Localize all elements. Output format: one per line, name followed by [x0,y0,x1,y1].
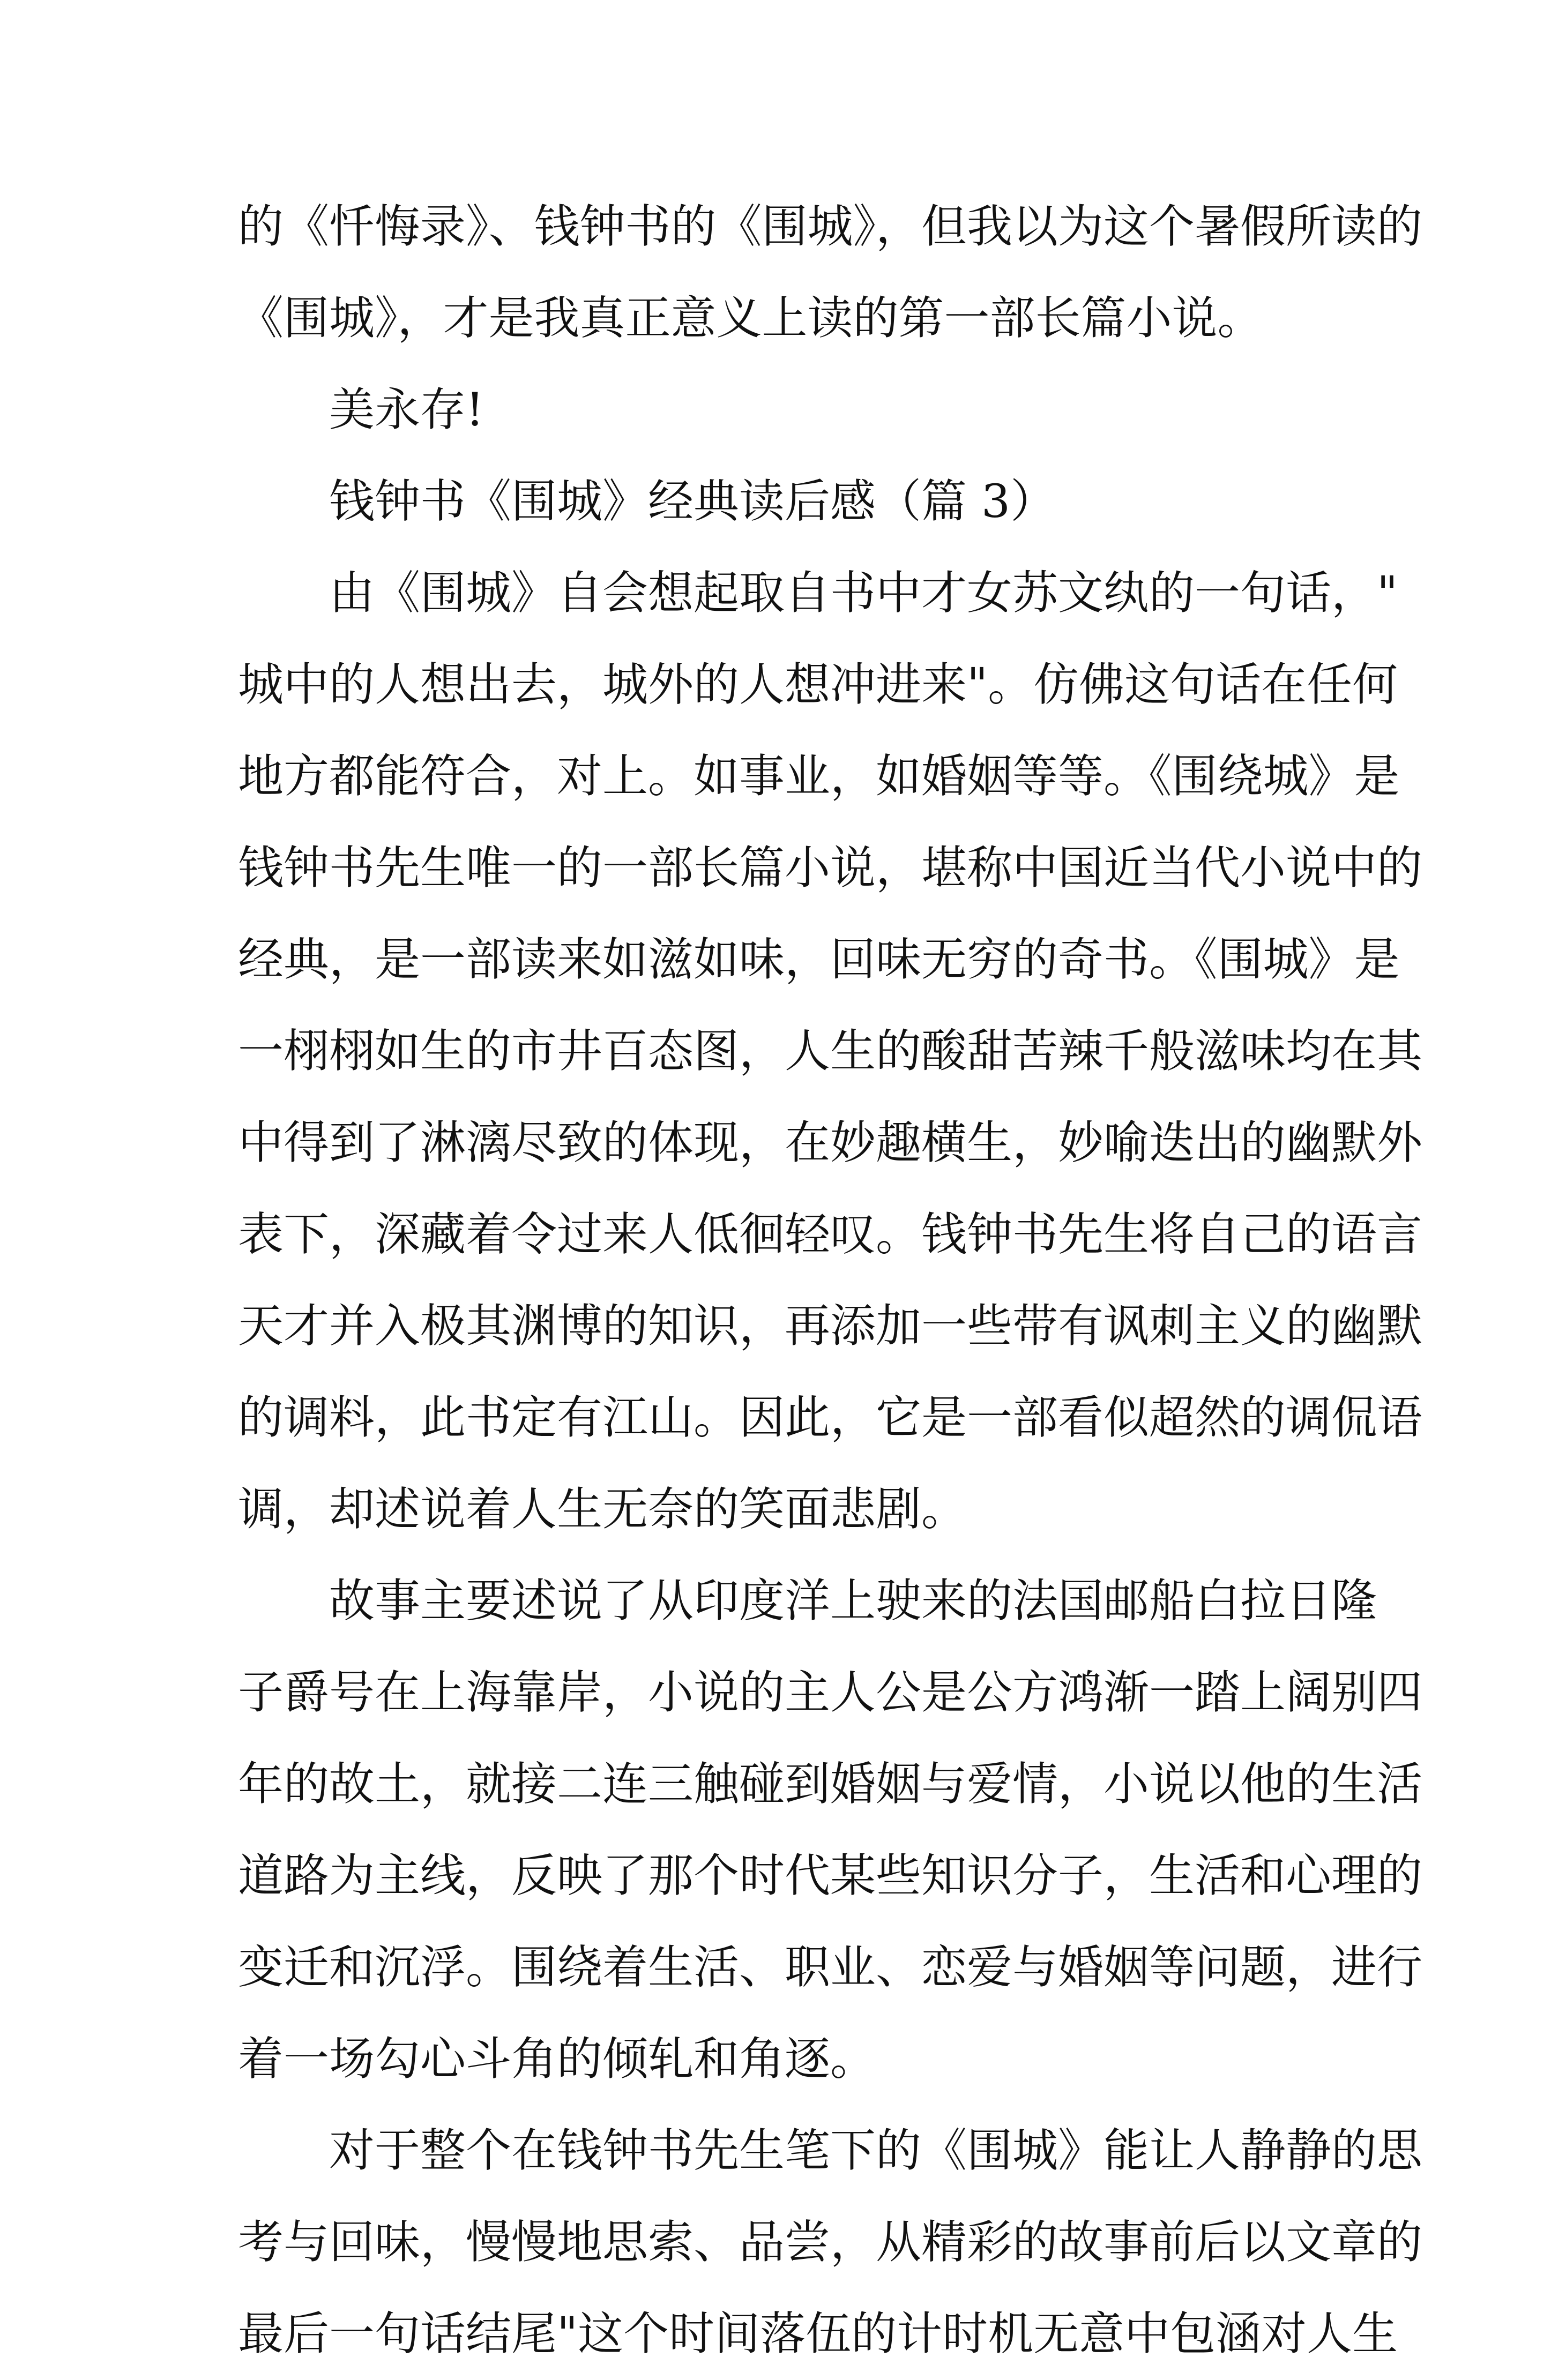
text-line: 变迁和沉浮。围绕着生活、职业、恋爱与婚姻等问题，进行 [238,1941,1423,1994]
text-line: 故事主要述说了从印度洋上驶来的法国邮船白拉日隆 [329,1575,1377,1628]
text-line: 年的故土，就接二连三触碰到婚姻与爱情，小说以他的生活 [238,1758,1423,1811]
text-line: 城中的人想出去，城外的人想冲进来"。仿佛这句话在任何 [238,658,1398,712]
text-line: 美永存! [329,384,484,437]
text-line: 钱钟书先生唯一的一部长篇小说，堪称中国近当代小说中的 [238,842,1423,895]
text-line: 考与回味，慢慢地思索、品尝，从精彩的故事前后以文章的 [238,2216,1423,2269]
text-line: 着一场勾心斗角的倾轧和角逐。 [238,2033,876,2086]
text-line: 表下，深藏着令过来人低徊轻叹。钱钟书先生将自己的语言 [238,1208,1423,1261]
text-line: 对于整个在钱钟书先生笔下的《围城》能让人静静的思 [329,2124,1423,2177]
text-line: 钱钟书《围城》经典读后感（篇 3） [329,475,1056,528]
text-line: 最后一句话结尾"这个时间落伍的计时机无意中包涵对人生 [238,2308,1398,2361]
text-line: 《围城》，才是我真正意义上读的第一部长篇小说。 [238,292,1263,345]
text-line: 的《忏悔录》、钱钟书的《围城》，但我以为这个暑假所读的 [238,200,1423,253]
text-line: 的调料，此书定有江山。因此，它是一部看似超然的调侃语 [238,1391,1423,1445]
text-line: 天才并入极其渊博的知识，再添加一些带有讽刺主义的幽默 [238,1300,1423,1353]
text-line: 中得到了淋漓尽致的体现，在妙趣横生，妙喻迭出的幽默外 [238,1117,1423,1170]
text-line: 道路为主线，反映了那个时代某些知识分子，生活和心理的 [238,1850,1423,1903]
text-line: 子爵号在上海靠岸，小说的主人公是公方鸿渐一踏上阔别四 [238,1666,1423,1719]
text-line: 由《围城》自会想起取自书中才女苏文纨的一句话，" [329,567,1398,620]
text-line: 经典，是一部读来如滋如味，回味无穷的奇书。《围城》是 [238,933,1400,986]
text-line: 一栩栩如生的市井百态图，人生的酸甜苦辣千般滋味均在其 [238,1025,1423,1078]
body-text [238,181,1423,2380]
text-line: 地方都能符合，对上。如事业，如婚姻等等。《围绕城》是 [238,750,1400,803]
text-line: 调，却述说着人生无奈的笑面悲剧。 [238,1483,967,1536]
